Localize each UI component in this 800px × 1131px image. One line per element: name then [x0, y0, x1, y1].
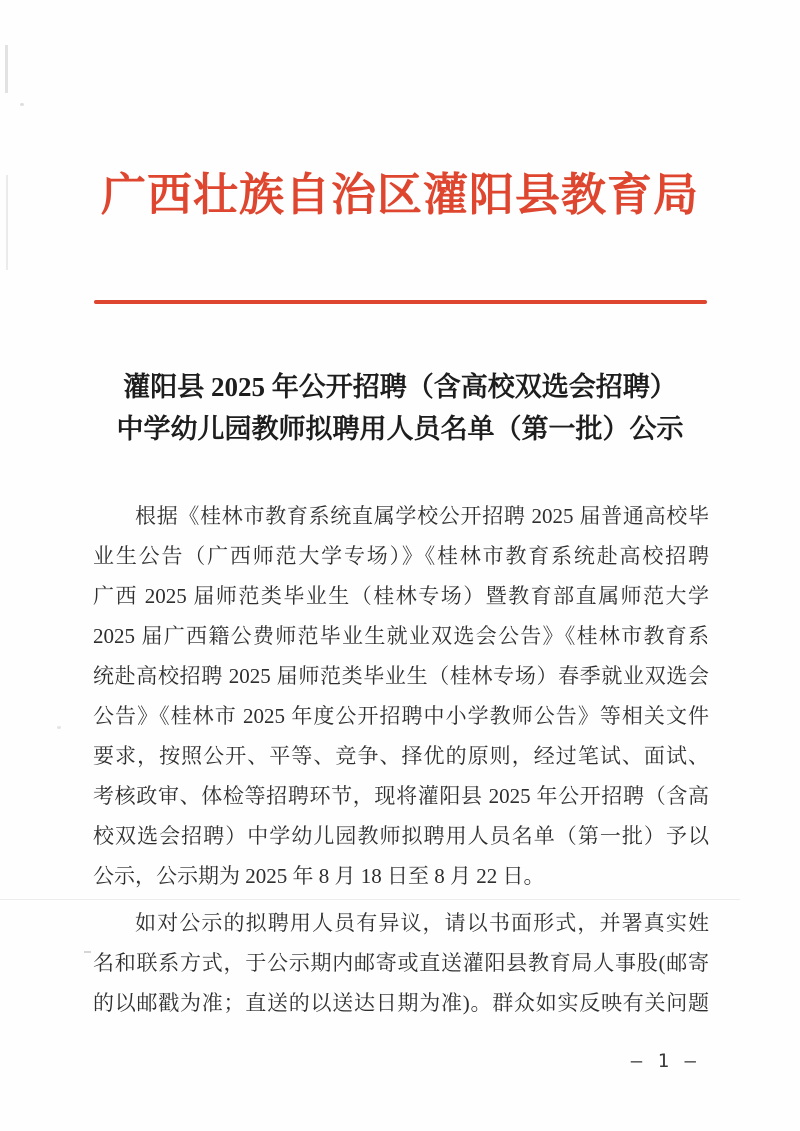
body-line: 考核政审、体检等招聘环节，现将灌阳县 2025 年公开招聘（含高 [93, 784, 709, 808]
body-line: 2025 届广西籍公费师范毕业生就业双选会公告》《桂林市教育系 [93, 624, 709, 648]
body-line: 如对公示的拟聘用人员有异议，请以书面形式，并署真实姓 [135, 911, 709, 935]
body-line: 公示，公示期为 2025 年 8 月 18 日至 8 月 22 日。 [93, 864, 545, 888]
scan-artifact [57, 726, 61, 729]
body-line: 业生公告（广西师范大学专场）》《桂林市教育系统赴高校招聘 [93, 544, 709, 568]
body-line: 广西 2025 届师范类毕业生（桂林专场）暨教育部直属师范大学 [93, 584, 709, 608]
scan-artifact [5, 45, 8, 93]
letterhead-divider-rule [94, 300, 707, 304]
scan-artifact [84, 951, 91, 953]
letterhead-agency-name: 广西壮族自治区灌阳县教育局 [100, 170, 699, 220]
body-line: 要求，按照公开、平等、竞争、择优的原则，经过笔试、面试、 [93, 744, 709, 768]
document-body [93, 496, 709, 1023]
body-line: 根据《桂林市教育系统直属学校公开招聘 2025 届普通高校毕 [135, 504, 709, 528]
body-line: 公告》《桂林市 2025 年度公开招聘中小学教师公告》等相关文件 [93, 704, 709, 728]
scan-artifact [20, 103, 24, 106]
document-title [50, 366, 750, 450]
paragraph-basis [93, 496, 709, 896]
body-line: 的以邮戳为准；直送的以送达日期为准)。群众如实反映有关问题 [93, 991, 709, 1015]
body-line: 校双选会招聘）中学幼儿园教师拟聘用人员名单（第一批）予以 [93, 824, 709, 848]
document-title-line1: 灌阳县 2025 年公开招聘（含高校双选会招聘） [123, 372, 677, 402]
body-line: 名和联系方式，于公示期内邮寄或直送灌阳县教育局人事股(邮寄 [93, 951, 709, 975]
document-title-line2: 中学幼儿园教师拟聘用人员名单（第一批）公示 [116, 414, 684, 444]
body-line: 统赴高校招聘 2025 届师范类毕业生（桂林专场）春季就业双选会 [93, 664, 709, 688]
page-number: — 1 — [630, 1050, 698, 1072]
paragraph-objection [93, 903, 709, 1023]
